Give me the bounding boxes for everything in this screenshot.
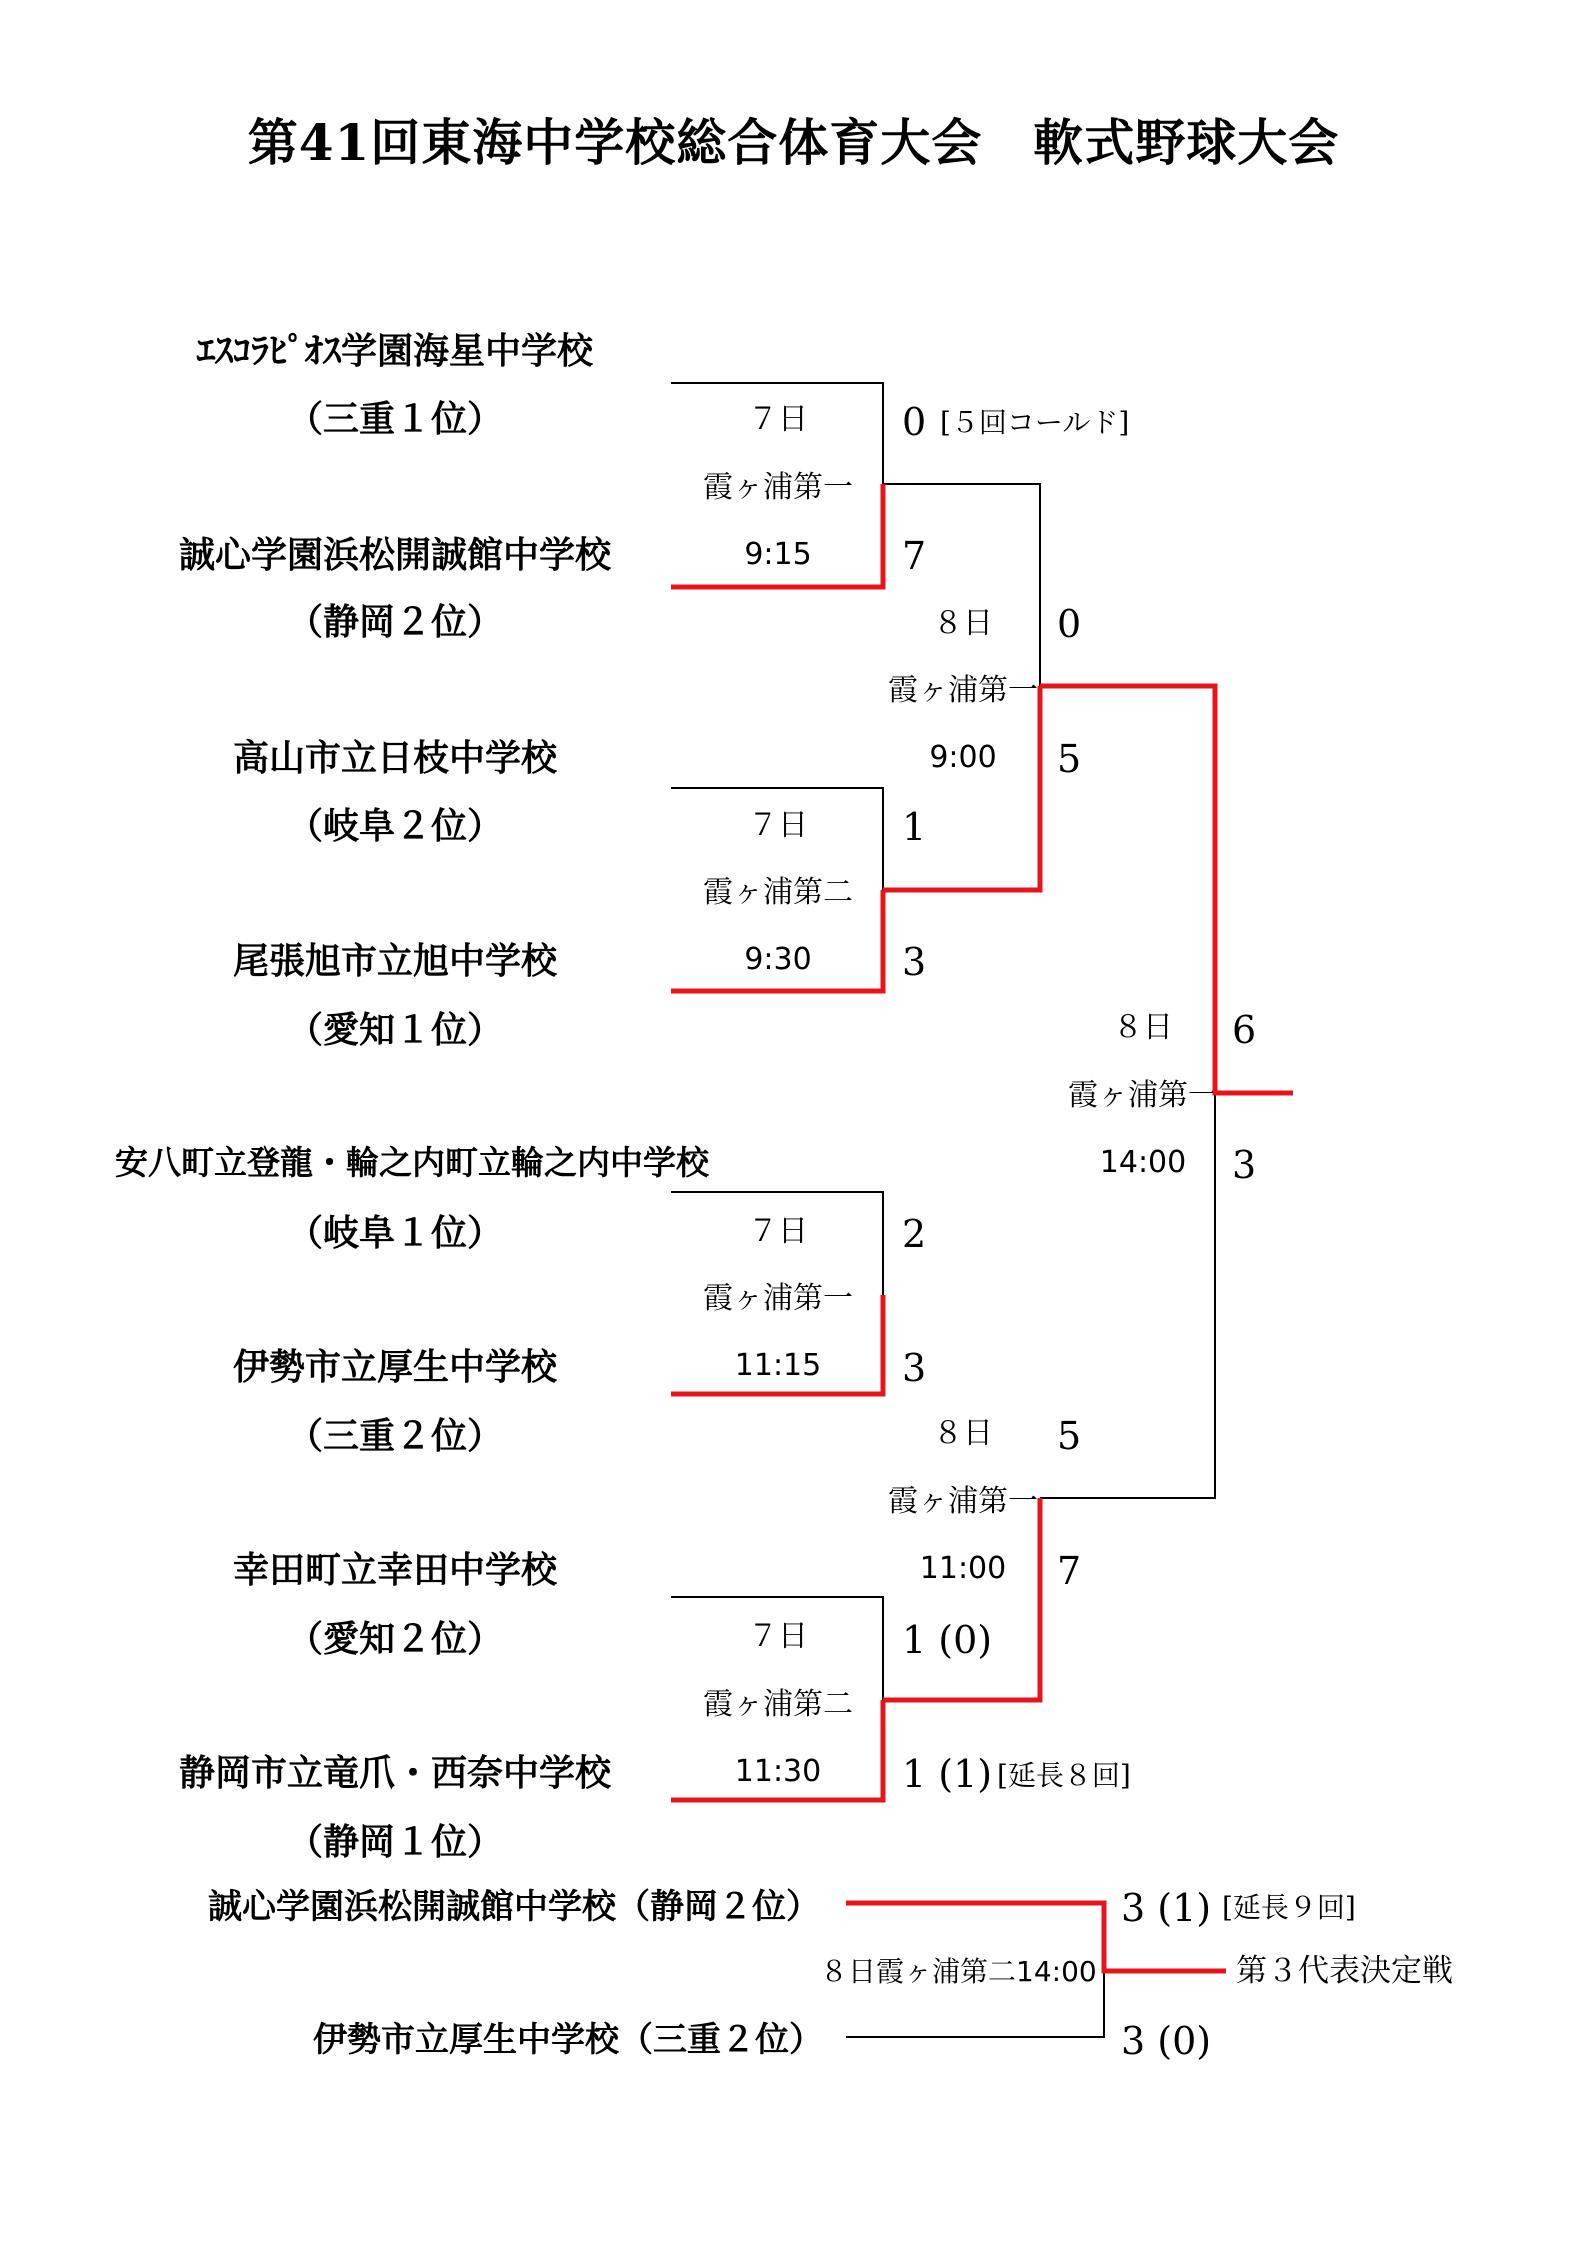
- team-prefecture: （静岡１位）: [286, 1821, 503, 1863]
- score: 0: [1057, 602, 1082, 646]
- team-name: 静岡市立竜爪・西奈中学校: [178, 1752, 611, 1794]
- match-venue: 霞ヶ浦第二: [703, 1687, 853, 1722]
- score: 1: [902, 805, 927, 849]
- score: 1 (0): [902, 1618, 993, 1662]
- team-prefecture: （愛知１位）: [286, 1009, 503, 1051]
- team-name: 伊勢市立厚生中学校: [232, 1346, 557, 1388]
- score: 3: [902, 1346, 927, 1390]
- bracket-line-winner: [671, 1700, 883, 1800]
- match-venue: 霞ヶ浦第一: [703, 470, 853, 505]
- score: 3 (1): [1121, 1886, 1212, 1930]
- match-day: ８日: [1113, 1010, 1173, 1045]
- match-time: 11:15: [734, 1348, 822, 1383]
- score: 0: [902, 400, 927, 444]
- page-title: 第41回東海中学校総合体育大会 軟式野球大会: [247, 113, 1340, 172]
- team-prefecture: （岐阜２位）: [286, 805, 503, 847]
- match-venue: 霞ヶ浦第一: [888, 1484, 1038, 1519]
- score: 2: [902, 1212, 927, 1256]
- match-day: ８日: [933, 1416, 993, 1451]
- bracket-line-winner: [671, 1295, 883, 1394]
- bracket-line: [883, 484, 1040, 686]
- bracket-line-winner: [883, 1498, 1040, 1700]
- team-name: 尾張旭市立旭中学校: [232, 940, 557, 982]
- team-name: 誠心学園浜松開誠館中学校: [178, 534, 611, 576]
- score: 5: [1057, 737, 1082, 781]
- match-day: ７日: [748, 808, 808, 843]
- match-day: ７日: [748, 402, 808, 437]
- bracket-line: [671, 788, 883, 890]
- score: 1 (1): [902, 1752, 993, 1796]
- game-note: [延長９回]: [1222, 1891, 1356, 1924]
- team-name: 幸田町立幸田中学校: [232, 1549, 557, 1591]
- third-place-label: 第３代表決定戦: [1236, 1953, 1453, 1989]
- bracket-line-winner: [846, 1903, 1226, 1971]
- match-venue: 霞ヶ浦第二: [703, 875, 853, 910]
- match-time: 14:00: [1099, 1145, 1187, 1180]
- bracket-line: [846, 1971, 1104, 2037]
- match-venue: 霞ヶ浦第一: [888, 673, 1038, 708]
- score: 3: [902, 940, 927, 984]
- team-name: 高山市立日枝中学校: [232, 737, 557, 779]
- bracket-line-winner: [671, 484, 883, 587]
- score: 7: [1057, 1549, 1082, 1593]
- bracket-line: [671, 383, 883, 484]
- winner-lines: [671, 484, 1293, 1971]
- bracket-line: [1040, 1093, 1215, 1498]
- score: 5: [1057, 1414, 1082, 1458]
- third-place-team: 誠心学園浜松開誠館中学校（静岡２位）: [208, 1887, 820, 1927]
- team-prefecture: （静岡２位）: [286, 601, 503, 643]
- match-venue: 霞ヶ浦第一: [1068, 1078, 1218, 1113]
- match-day: ７日: [748, 1619, 808, 1654]
- team-name: 安八町立登龍・輪之内町立輪之内中学校: [115, 1143, 709, 1182]
- match-venue: 霞ヶ浦第一: [703, 1281, 853, 1316]
- match-day: ８日: [933, 606, 993, 641]
- bracket-line-winner: [883, 686, 1040, 890]
- bracket-line: [671, 1597, 883, 1700]
- game-note: [５回コールド]: [940, 406, 1130, 439]
- match-time: 11:30: [734, 1754, 822, 1789]
- match-day: ７日: [748, 1214, 808, 1249]
- team-prefecture: （三重１位）: [286, 398, 503, 440]
- match-time: 9:15: [744, 537, 812, 572]
- team-name: ｴｽｺﾗﾋﾟｵｽ学園海星中学校: [196, 330, 593, 372]
- match-time: 9:00: [929, 740, 997, 775]
- score: 6: [1232, 1008, 1257, 1052]
- loser-lines: [671, 383, 1215, 2037]
- team-prefecture: （愛知２位）: [286, 1618, 503, 1660]
- game-note: [延長８回]: [997, 1759, 1131, 1792]
- score: 7: [902, 534, 927, 578]
- bracket-line-winner: [1040, 686, 1293, 1093]
- match-time: 9:30: [744, 942, 812, 977]
- team-prefecture: （三重２位）: [286, 1415, 503, 1457]
- match-time: 11:00: [919, 1551, 1007, 1586]
- score: 3 (0): [1121, 2019, 1212, 2063]
- score: 3: [1232, 1143, 1257, 1187]
- bracket-line: [671, 1192, 883, 1295]
- team-prefecture: （岐阜１位）: [286, 1212, 503, 1254]
- bracket-line-winner: [671, 890, 883, 991]
- third-place-team: 伊勢市立厚生中学校（三重２位）: [313, 2020, 823, 2060]
- match-info: ８日霞ヶ浦第二14:00: [820, 1955, 1097, 1988]
